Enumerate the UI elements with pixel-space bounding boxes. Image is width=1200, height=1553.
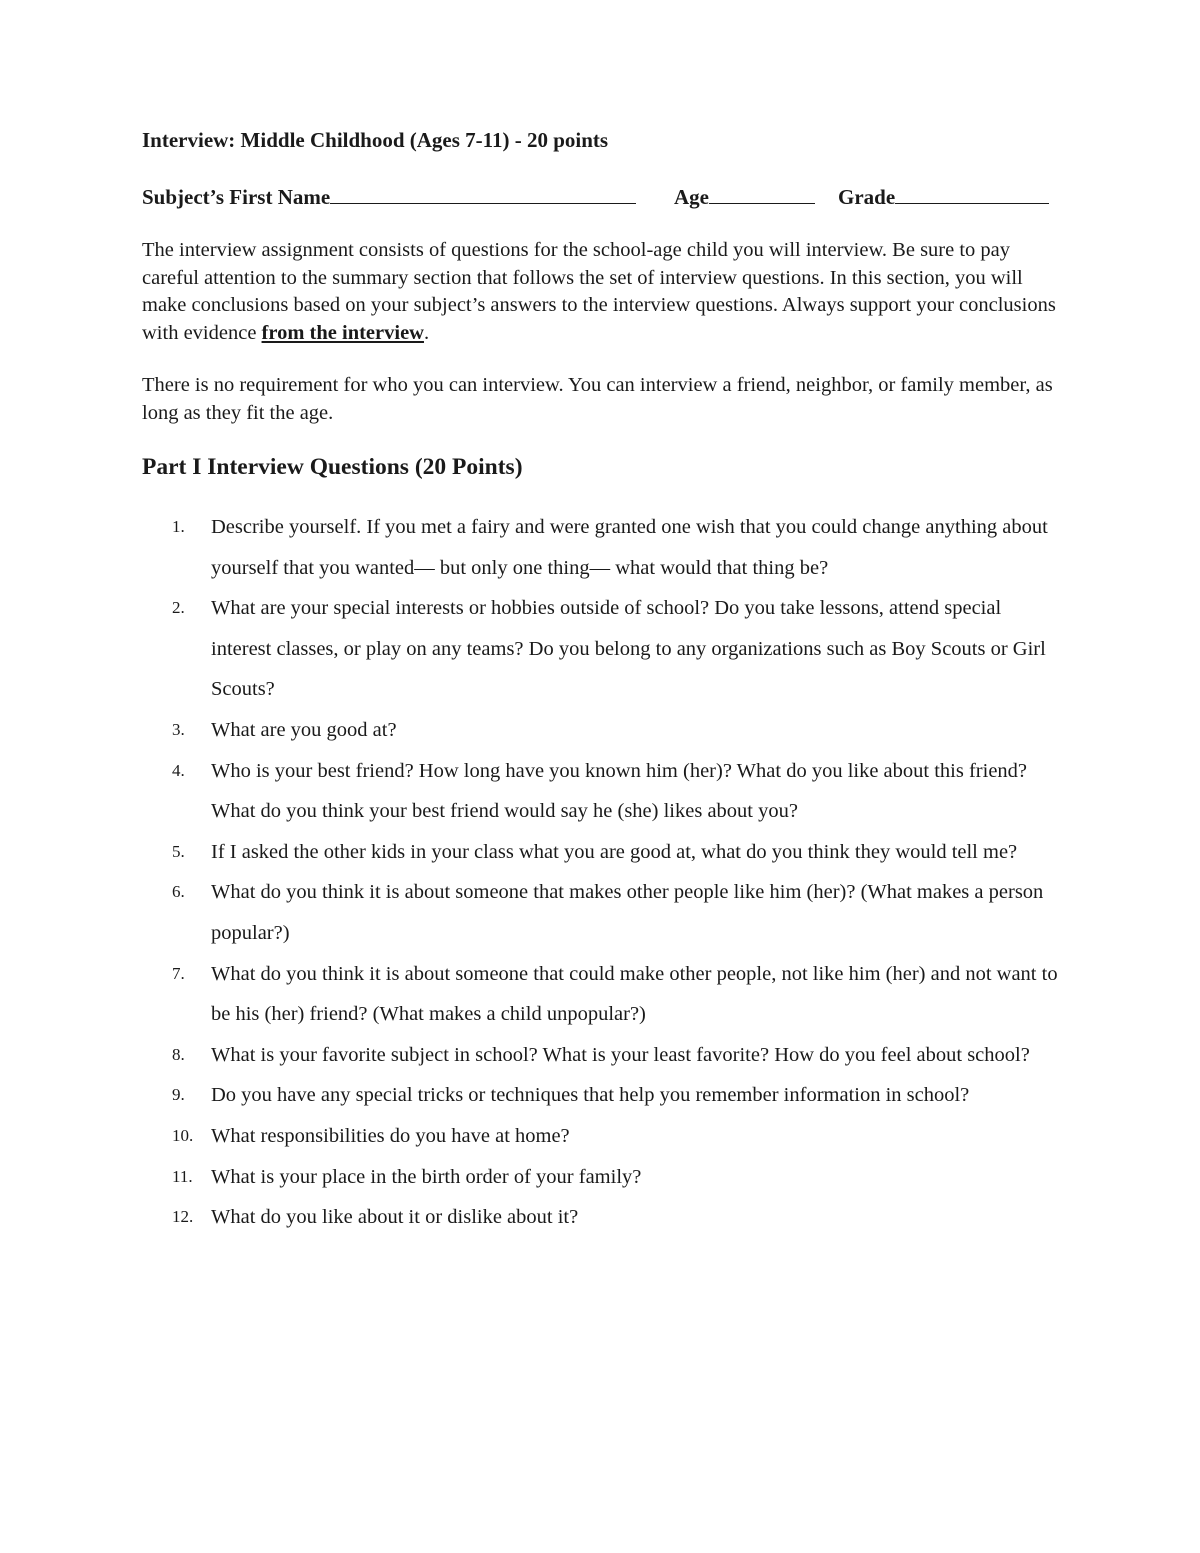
question-item [142, 710, 1062, 751]
question-number: 6. [172, 882, 185, 902]
question-item [142, 954, 1062, 1035]
question-number: 2. [172, 598, 185, 618]
grade-blank[interactable] [895, 183, 1049, 204]
question-text: What is your favorite subject in school? What is your least favorite? How do you feel about school? [211, 1043, 1030, 1066]
first-name-label: Subject’s First Name [142, 185, 331, 209]
age-field[interactable] [674, 183, 815, 210]
intro-paragraph-1-text: The interview assignment consists of questions for the school-age child you will interview. Be sure to pay careful attention to the summary section that follows the set of interview questions. In this section, you will make conclusions based on your subject’s answers to the interview questions. Always support your conclusions with evidence [142, 239, 1056, 344]
question-number: 10. [172, 1125, 194, 1145]
question-number: 9. [172, 1085, 185, 1105]
question-text: What do you think it is about someone that makes other people like him (her)? (What makes a person popular?) [211, 881, 1044, 944]
grade-label: Grade [838, 185, 896, 209]
question-number: 5. [172, 841, 185, 861]
question-text: What are your special interests or hobbies outside of school? Do you take lessons, attend special interest classes, or play on any teams? Do you belong to any organizations such as Boy Scouts or Girl Scouts? [211, 597, 1046, 701]
intro-paragraph-1-end: . [423, 321, 430, 344]
question-item [142, 832, 1062, 873]
question-list [142, 507, 1062, 1238]
question-text: What are you good at? [211, 718, 397, 741]
question-item [142, 1157, 1062, 1198]
question-text: Who is your best friend? How long have you known him (her)? What do you like about this friend? What do you think your best friend would say he (she) likes about you? [211, 759, 1028, 823]
question-number: 8. [172, 1044, 185, 1064]
question-item [142, 588, 1062, 710]
intro-emphasis: from the interview [261, 321, 424, 344]
question-item [142, 751, 1062, 832]
section-heading: Part I Interview Questions (20 Points) [142, 454, 523, 480]
question-text: Do you have any special tricks or techniques that help you remember information in school? [211, 1084, 970, 1107]
first-name-blank[interactable] [330, 183, 636, 204]
question-item [142, 872, 1062, 953]
grade-field[interactable] [838, 183, 1049, 210]
question-item [142, 507, 1062, 588]
age-label: Age [674, 185, 709, 209]
question-number: 11. [172, 1166, 193, 1186]
document-title: Interview: Middle Childhood (Ages 7-11) - 20 points [142, 128, 609, 152]
intro-paragraph-1 [142, 237, 1057, 347]
question-item [142, 1075, 1062, 1116]
question-item [142, 1035, 1062, 1076]
question-text: Describe yourself. If you met a fairy and were granted one wish that you could change anything about yourself that you wanted— but only one thing— what would that thing be? [211, 516, 1048, 579]
question-number: 4. [172, 760, 185, 780]
question-item [142, 1197, 1062, 1238]
question-number: 3. [172, 719, 185, 739]
question-item [142, 1116, 1062, 1157]
question-number: 12. [172, 1207, 194, 1227]
age-blank[interactable] [709, 183, 815, 204]
question-number: 1. [172, 517, 185, 536]
first-name-field[interactable] [142, 183, 636, 210]
intro-paragraph-2: There is no requirement for who you can interview. You can interview a friend, neighbor, or family member, as long as they fit the age. [142, 374, 1053, 424]
question-text: If I asked the other kids in your class what you are good at, what do you think they would tell me? [211, 840, 1018, 863]
question-text: What do you think it is about someone that could make other people, not like him (her) and not want to be his (her) friend? (What makes a child unpopular?) [211, 962, 1058, 1026]
question-text: What is your place in the birth order of your family? [211, 1165, 642, 1188]
question-text: What do you like about it or dislike about it? [211, 1206, 579, 1229]
question-number: 7. [172, 963, 185, 983]
question-text: What responsibilities do you have at home? [211, 1124, 570, 1147]
